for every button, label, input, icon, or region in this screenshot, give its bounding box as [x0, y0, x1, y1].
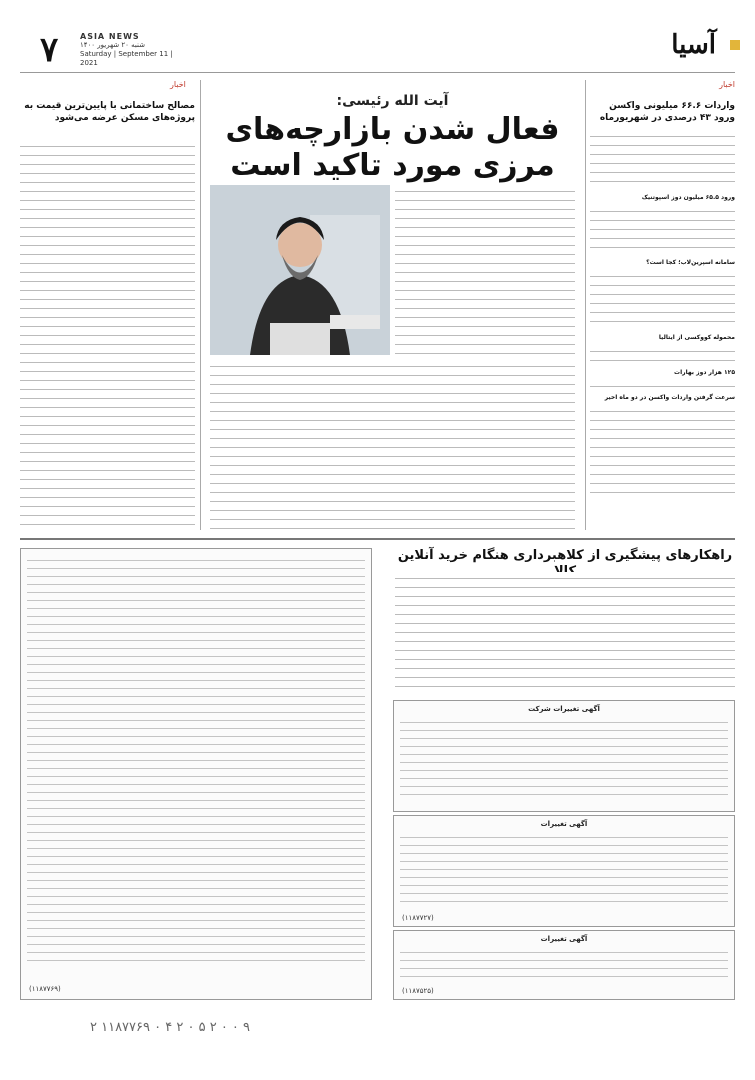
ad-title-1: آگهی تغییرات شرکت	[528, 705, 600, 713]
portrait-illustration	[210, 185, 390, 355]
section-tag-right: اخبار	[719, 80, 735, 89]
ad-block-right-1	[393, 700, 735, 812]
ad-text-right-3	[400, 947, 728, 983]
right-subhead-3: محموله کووکسی از ایتالیا	[658, 334, 735, 341]
ad-title-3: آگهی تغییرات	[540, 935, 588, 943]
date-english: Saturday | September 11 | 2021	[80, 50, 173, 67]
president-photo	[210, 185, 390, 355]
section-tag-left: اخبار	[170, 80, 186, 89]
ad-block-right-2	[393, 815, 735, 927]
left-headline: مصالح ساختمانی با پایین‌ترین قیمت به پروژه‌های مسکن عرضه می‌شود	[24, 101, 195, 123]
right-subhead-1: ورود ۶۵.۵ میلیون دوز اسپوتنیک	[641, 194, 735, 201]
right-column-body	[590, 130, 735, 530]
masthead	[0, 0, 755, 70]
ad-ref-right-2: (۱۱۸۷۷۲۷)	[402, 914, 434, 922]
ad-block-right-3	[393, 930, 735, 1000]
column-divider-left	[200, 80, 201, 530]
page-number: ۷	[40, 30, 59, 70]
ad-text-right-1	[400, 717, 728, 797]
logo-text: آسیا	[671, 30, 716, 60]
date-persian: شنبه ۲۰ شهریور ۱۴۰۰	[80, 41, 146, 49]
right-subhead-5: سرعت گرفتن واردات واکسن در دو ماه اخیر	[604, 394, 735, 401]
ad-text-right-2	[400, 832, 728, 902]
logo-mark	[730, 40, 740, 50]
center-body-text	[210, 360, 575, 530]
logo	[600, 30, 740, 70]
column-divider-right	[585, 80, 586, 530]
section-rule	[20, 538, 735, 540]
center-kicker: آیت الله رئیسی:	[336, 93, 449, 109]
footer-serial: ۲ ۱۱۸۷۷۶۹ ۰ ۴ ۲ ۰ ۵ ۲ ۰ ۰ ۹	[90, 1020, 251, 1035]
ad-block-left	[20, 548, 372, 1000]
right-subhead-2: سامانه اسپرین‌لاب؛ کجا است؟	[646, 259, 735, 266]
bottom-headline: راهکارهای پیشگیری از کلاهبرداری هنگام خرید آنلاین	[397, 548, 733, 563]
masthead-meta	[80, 32, 190, 68]
ad-ref-left: (۱۱۸۷۷۶۹)	[29, 985, 61, 993]
ad-ref-right-3: (۱۱۸۷۵۲۵)	[402, 987, 434, 995]
bottom-feature-body	[395, 572, 735, 692]
masthead-rule	[20, 72, 735, 73]
ad-title-2: آگهی تغییرات	[540, 820, 588, 828]
center-intro-text	[395, 185, 575, 355]
publication-name: ASIA NEWS	[80, 32, 140, 41]
right-headline: واردات ۶۶.۶ میلیونی واکسن ورود ۴۳ درصدی در شهریورماه	[599, 101, 735, 123]
left-column-body	[20, 140, 195, 530]
center-headline: فعال شدن بازارچه‌های مرزی مورد تاکید است	[225, 112, 560, 183]
right-subhead-4: ۱۲۵ هزار دوز بهارات	[674, 369, 735, 376]
ad-text-left	[27, 555, 365, 965]
